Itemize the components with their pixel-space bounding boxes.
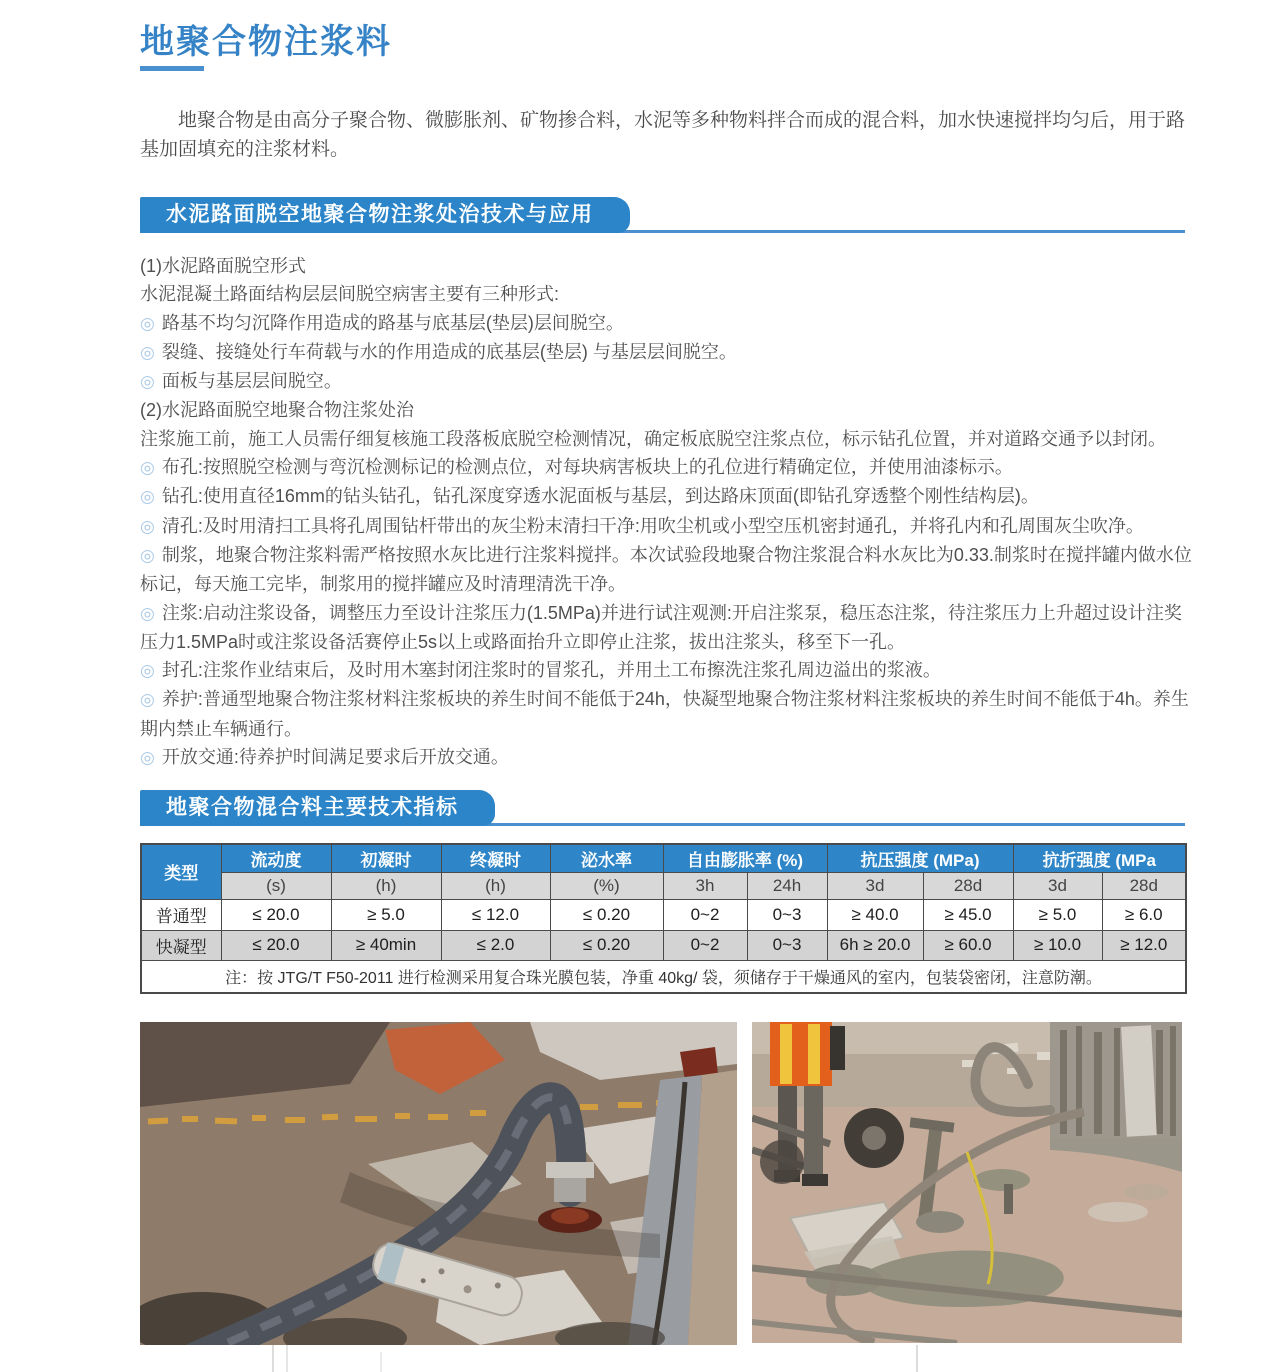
table-header-type: 类型 [141, 844, 221, 899]
table-cell: ≥ 45.0 [923, 899, 1013, 930]
table-row [141, 930, 1186, 960]
ring-bullet-icon: ◎ [140, 603, 155, 623]
ring-bullet-icon: ◎ [140, 313, 155, 333]
table-unit-cell: 28d [1102, 872, 1186, 899]
photo-grouting-hose-pavement [140, 1022, 737, 1345]
content-line-text: 养护:普通型地聚合物注浆材料注浆板块的养生时间不能低于24h，快凝型地聚合物注浆材料注浆板块的养生时间不能低于4h。养生期内禁止车辆通行。 [140, 689, 1189, 739]
table-cell: 0~3 [747, 899, 827, 930]
table-cell: ≤ 12.0 [441, 899, 550, 930]
table-unit-cell: (s) [221, 872, 331, 899]
ring-bullet-icon: ◎ [140, 458, 155, 478]
specs-table [140, 843, 1187, 994]
content-line-text: 布孔:按照脱空检测与弯沉检测标记的检测点位，对每块病害板块上的孔位进行精确定位，并使用油漆标示。 [161, 457, 1013, 478]
table-cell: ≥ 10.0 [1013, 930, 1102, 960]
table-unit-cell: 3d [1013, 872, 1102, 899]
table-cell: 0~2 [663, 899, 747, 930]
table-cell: 0~2 [663, 930, 747, 960]
content-line [140, 541, 1192, 599]
content-line [140, 656, 1192, 685]
content-line-text: (2)水泥路面脱空地聚合物注浆处治 [140, 400, 414, 421]
content-line-text: 注浆:启动注浆设备，调整压力至设计注浆压力(1.5MPa)并进行试注观测:开启注浆泵，稳压态注浆，待注浆压力上升超过设计注奖压力1.5MPa时或注浆设备活赛停止5s以上或路面抬升立即停止注浆，拔出注浆头，移至下一孔。 [140, 602, 1182, 652]
table-unit-cell: 3h [663, 872, 747, 899]
page-edge-artifact [286, 1345, 288, 1372]
table-header-cell: 终凝时 [441, 844, 550, 872]
table-cell: ≤ 2.0 [441, 930, 550, 960]
content-line-text: 封孔:注浆作业结束后，及时用木塞封闭注浆时的冒浆孔，并用土工布擦洗注浆孔周边溢出的浆液。 [161, 660, 941, 681]
table-cell: 0~3 [747, 930, 827, 960]
content-line [140, 338, 1192, 367]
page-title: 地聚合物注浆料 [140, 23, 392, 61]
table-unit-cell: 28d [923, 872, 1013, 899]
table-cell: ≥ 60.0 [923, 930, 1013, 960]
table-unit-cell: (h) [441, 872, 550, 899]
page-edge-artifact [916, 1345, 918, 1372]
photo-grouting-site-worker [752, 1022, 1182, 1343]
table-header-cell: 初凝时 [331, 844, 441, 872]
content-line [140, 425, 1192, 453]
content-line [140, 512, 1192, 541]
ring-bullet-icon: ◎ [140, 661, 155, 681]
section-banner-specs: 地聚合物混合料主要技术指标 [140, 790, 495, 826]
content-line-text: 水泥混凝土路面结构层层间脱空病害主要有三种形式: [140, 284, 559, 305]
table-row [141, 899, 1186, 930]
table-header-cell: 流动度 [221, 844, 331, 872]
table-cell: ≤ 20.0 [221, 930, 331, 960]
content-line-text: 钻孔:使用直径16mm的钻头钻孔，钻孔深度穿透水泥面板与基层，到达路床顶面(即钻孔穿透整个刚性结构层)。 [161, 486, 1039, 507]
table-note-row [141, 960, 1186, 993]
table-unit-cell: (h) [331, 872, 441, 899]
table-note: 注：按 JTG/T F50-2011 进行检测采用复合珠光膜包装，净重 40kg/ 袋，须储存于干燥通风的室内，包装袋密闭，注意防潮。 [141, 960, 1186, 993]
content-line-text: 清孔:及时用清扫工具将孔周围钻杆带出的灰尘粉末清扫干净:用吹尘机或小型空压机密封通孔，并将孔内和孔周围灰尘吹净。 [161, 515, 1144, 536]
ring-bullet-icon: ◎ [140, 342, 155, 362]
table-header-cell: 抗折强度 (MPa [1013, 844, 1186, 872]
table-cell: ≥ 40.0 [827, 899, 923, 930]
content-line-text: 路基不均匀沉降作用造成的路基与底基层(垫层)层间脱空。 [161, 312, 624, 333]
table-unit-cell: (%) [550, 872, 663, 899]
tech-content [140, 252, 1192, 772]
table-header-cell: 泌水率 [550, 844, 663, 872]
ring-bullet-icon: ◎ [140, 372, 155, 392]
page-edge-artifact [272, 1345, 274, 1372]
content-line [140, 599, 1192, 657]
table-cell: ≥ 12.0 [1102, 930, 1186, 960]
table-unit-cell: 24h [747, 872, 827, 899]
content-line-text: 制浆，地聚合物注浆料需严格按照水灰比进行注浆料搅拌。本次试验段地聚合物注浆混合料水灰比为0.33.制浆时在搅拌罐内做水位标记，每天施工完毕，制浆用的搅拌罐应及时清理清洗干净。 [140, 544, 1192, 595]
table-cell: ≤ 0.20 [550, 930, 663, 960]
content-line [140, 367, 1192, 396]
ring-bullet-icon: ◎ [140, 545, 155, 565]
content-line [140, 743, 1192, 772]
table-cell: ≥ 5.0 [1013, 899, 1102, 930]
table-header-cell: 自由膨胀率 (%) [663, 844, 827, 872]
table-cell: ≤ 20.0 [221, 899, 331, 930]
intro-paragraph: 地聚合物是由高分子聚合物、微膨胀剂、矿物掺合料，水泥等多种物料拌合而成的混合料，加水快速搅拌均匀后，用于路基加固填充的注浆材料。 [140, 110, 1186, 160]
content-line [140, 280, 1192, 308]
table-header-cell: 抗压强度 (MPa) [827, 844, 1013, 872]
content-line-text: 裂缝、接缝处行车荷载与水的作用造成的底基层(垫层) 与基层层间脱空。 [161, 341, 737, 362]
table-cell: 快凝型 [141, 930, 221, 960]
table-cell: ≤ 0.20 [550, 899, 663, 930]
table-cell: 6h ≥ 20.0 [827, 930, 923, 960]
content-line [140, 685, 1192, 743]
content-line-text: 开放交通:待养护时间满足要求后开放交通。 [161, 747, 509, 768]
ring-bullet-icon: ◎ [140, 690, 155, 710]
title-underline [140, 66, 204, 71]
content-line [140, 482, 1192, 511]
table-unit-cell: 3d [827, 872, 923, 899]
content-line [140, 252, 1192, 280]
table-cell: ≥ 6.0 [1102, 899, 1186, 930]
ring-bullet-icon: ◎ [140, 516, 155, 536]
table-cell: 普通型 [141, 899, 221, 930]
table-cell: ≥ 5.0 [331, 899, 441, 930]
table-cell: ≥ 40min [331, 930, 441, 960]
page-edge-artifact [380, 1352, 382, 1372]
content-line [140, 309, 1192, 338]
content-line-text: 面板与基层层间脱空。 [161, 371, 342, 392]
content-line-text: (1)水泥路面脱空形式 [140, 256, 306, 276]
content-line [140, 453, 1192, 482]
content-line [140, 396, 1192, 424]
ring-bullet-icon: ◎ [140, 487, 155, 507]
section-banner-tech: 水泥路面脱空地聚合物注浆处治技术与应用 [140, 197, 630, 233]
ring-bullet-icon: ◎ [140, 748, 155, 768]
content-line-text: 注浆施工前，施工人员需仔细复核施工段落板底脱空检测情况，确定板底脱空注浆点位，标示钻孔位置，并对道路交通予以封闭。 [140, 428, 1166, 449]
